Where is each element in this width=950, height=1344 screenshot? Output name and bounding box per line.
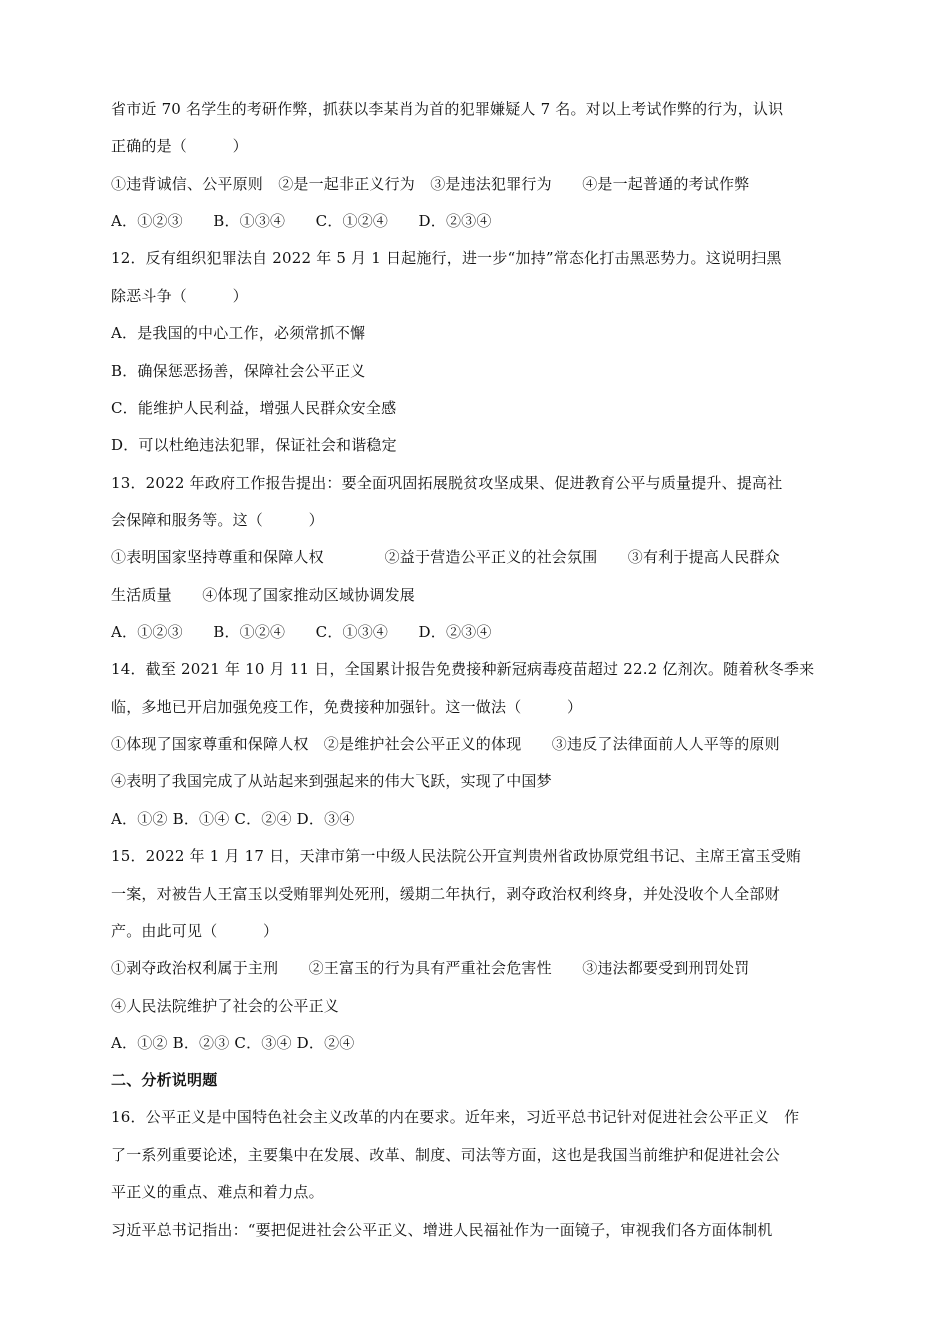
text-line: 除恶斗争（ ） [111, 287, 248, 305]
question-12: 12．反有组织犯罪法自 2022 年 5 月 1 日起施行，进一步“加持”常态化打击黑恶势力。这说明扫黑 [111, 249, 782, 267]
text-line: 省市近 70 名学生的考研作弊，抓获以李某肖为首的犯罪嫌疑人 7 名。对以上考试作弊的行为，认识 [111, 100, 784, 118]
answer-choices: A．①②③ B．①②④ C．①③④ D．②③④ [111, 623, 492, 641]
text-line: 正确的是（ ） [111, 137, 248, 155]
answer-choices: A．①② B．②③ C．③④ D．②④ [111, 1034, 355, 1052]
text-line: 一案，对被告人王富玉以受贿罪判处死刑，缓期二年执行，剥夺政治权利终身，并处没收个人全部财 [111, 885, 780, 903]
option-line: ①体现了国家尊重和保障人权 ②是维护社会公平正义的体现 ③违反了法律面前人人平等的原则 [111, 735, 780, 753]
text-line: 产。由此可见（ ） [111, 922, 279, 940]
answer-choices: A．①② B．①④ C．②④ D．③④ [111, 810, 355, 828]
question-16: 16．公平正义是中国特色社会主义改革的内在要求。近年来，习近平总书记针对促进社会公平正义 作 [111, 1108, 800, 1126]
question-14: 14．截至 2021 年 10 月 11 日，全国累计报告免费接种新冠病毒疫苗超过 22.2 亿剂次。随着秋冬季来 [111, 660, 815, 678]
question-15: 15．2022 年 1 月 17 日，天津市第一中级人民法院公开宣判贵州省政协原党组书记、主席王富玉受贿 [111, 847, 802, 865]
text-line: 了一系列重要论述，主要集中在发展、改革、制度、司法等方面，这也是我国当前维护和促进社会公 [111, 1146, 780, 1164]
option-line: ①表明国家坚持尊重和保障人权 ②益于营造公平正义的社会氛围 ③有利于提高人民群众 [111, 548, 780, 566]
text-line: 临，多地已开启加强免疫工作，免费接种加强针。这一做法（ ） [111, 698, 583, 716]
answer-choice: A．是我国的中心工作，必须常抓不懈 [111, 324, 366, 342]
answer-choices: A．①②③ B．①③④ C．①②④ D．②③④ [111, 212, 492, 230]
question-13: 13．2022 年政府工作报告提出：要全面巩固拓展脱贫攻坚成果、促进教育公平与质量提升、提高社 [111, 474, 783, 492]
answer-choice: B．确保惩恶扬善，保障社会公平正义 [111, 362, 366, 380]
option-line: ①违背诚信、公平原则 ②是一起非正义行为 ③是违法犯罪行为 ④是一起普通的考试作弊 [111, 175, 750, 193]
text-line: 平正义的重点、难点和着力点。 [111, 1183, 324, 1201]
answer-choice: D．可以杜绝违法犯罪，保证社会和谐稳定 [111, 436, 397, 454]
option-line: ①剥夺政治权利属于主刑 ②王富玉的行为具有严重社会危害性 ③违法都要受到刑罚处罚 [111, 959, 750, 977]
answer-choice: C．能维护人民利益，增强人民群众安全感 [111, 399, 397, 417]
option-line: ④人民法院维护了社会的公平正义 [111, 997, 340, 1015]
text-line: 习近平总书记指出：“要把促进社会公平正义、增进人民福祉作为一面镜子，审视我们各方面体制机 [111, 1221, 773, 1239]
text-line: 会保障和服务等。这（ ） [111, 511, 324, 529]
option-line: ④表明了我国完成了从站起来到强起来的伟大飞跃，实现了中国梦 [111, 772, 552, 790]
section-heading: 二、分析说明题 [111, 1071, 218, 1089]
option-line: 生活质量 ④体现了国家推动区域协调发展 [111, 586, 416, 604]
